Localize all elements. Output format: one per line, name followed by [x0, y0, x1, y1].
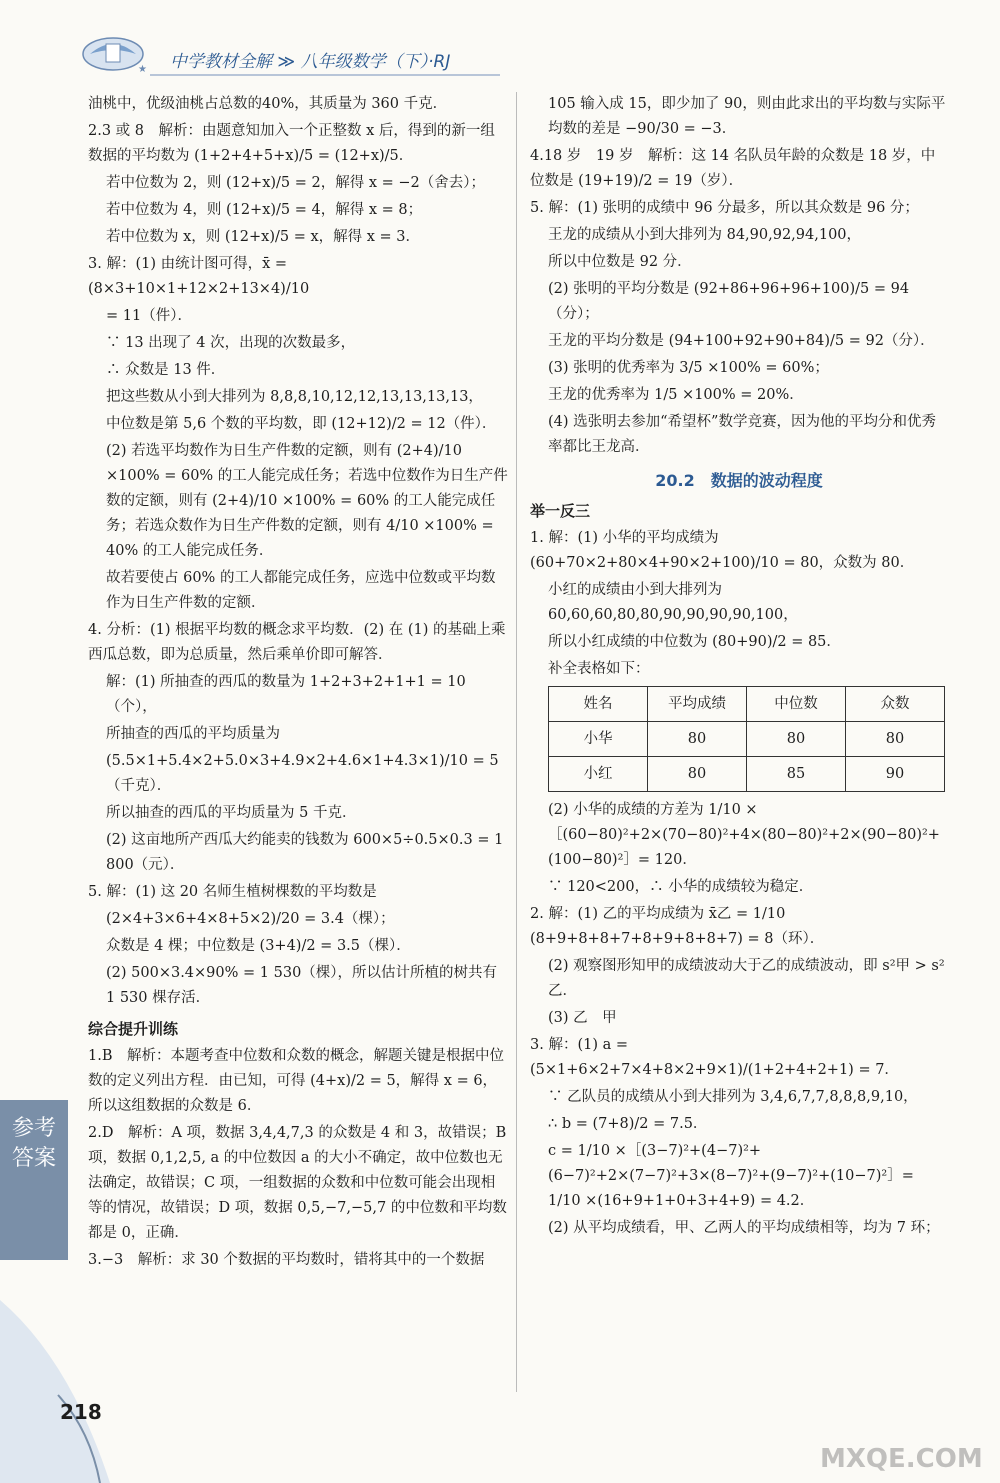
text-line: = 11（件）． — [106, 308, 192, 324]
text-line: 故若要使占 60% 的工人都能完成任务，应选中位数或平均数作为日生产件数的定额． — [106, 570, 496, 611]
text-line: 2.D 解析：A 项，数据 3,4,4,7,3 的众数是 4 和 3，故错误；B 项，数据 0,1,2,5, a 的中位数因 a 的大小不确定，故中位数也无法确定，故错误；C 项，一组数据的众数和中位数可能会出现相等的情况，故错误；D 项，数据 0,5,−7,−5,7 的中位数和平均数都是 0，正确． — [88, 1125, 507, 1241]
text-line: 若中位数为 x，则 (12+x)/5 = x，解得 x = 3． — [106, 229, 421, 245]
text-line: ∴ b = (7+8)/2 = 7.5． — [548, 1116, 708, 1132]
text-line: 3.−3 解析：求 30 个数据的平均数时，错将其中的一个数据 — [88, 1252, 485, 1268]
table-cell: 80 — [846, 722, 945, 757]
text-line: 补全表格如下： — [548, 661, 650, 677]
text-line: 1. 解：(1) 小华的平均成绩为 (60+70×2+80×4+90×2+100)/10 = 80，众数为 80． — [530, 530, 915, 571]
text-line: ∴ 众数是 13 件． — [106, 362, 226, 378]
text-line: 所抽查的西瓜的平均质量为 — [106, 726, 280, 742]
text-line: 把这些数从小到大排列为 8,8,8,10,12,12,13,13,13,13， — [106, 389, 483, 405]
table-header-row — [549, 687, 945, 722]
table-cell: 85 — [747, 757, 846, 792]
watermark — [810, 1400, 990, 1480]
column-divider — [516, 92, 517, 1392]
text-line: 3. 解：(1) a = (5×1+6×2+7×4+8×2+9×1)/(1+2+4+2+1) = 7． — [530, 1037, 899, 1078]
text-line: 3. 解：(1) 由统计图可得，x̄ = (8×3+10×1+12×2+13×4)/10 — [88, 256, 310, 297]
table-cell: 80 — [648, 757, 747, 792]
page-corner-decoration — [0, 1300, 110, 1483]
text-line: 若中位数为 4，则 (12+x)/5 = 4，解得 x = 8； — [106, 202, 423, 218]
table-cell: 小红 — [549, 757, 648, 792]
table-header-cell: 众数 — [846, 687, 945, 722]
left-column — [88, 92, 508, 1275]
text-line: c = 1/10 ×［(3−7)²+(4−7)²+(6−7)²+2×(7−7)²+3×(8−7)²+(9−7)²+(10−7)²］= 1/10 ×(16+9+1+0+3+4+9) = 4.2． — [548, 1143, 914, 1209]
text-line: 2.3 或 8 解析：由题意知加入一个正整数 x 后，得到的新一组数据的平均数为 (1+2+4+5+x)/5 = (12+x)/5． — [88, 123, 495, 164]
section-title: 20.2 数据的波动程度 — [655, 471, 823, 490]
text-line: 中位数是第 5,6 个数的平均数，即 (12+12)/2 = 12（件）． — [106, 416, 497, 432]
table-cell: 80 — [648, 722, 747, 757]
text-line: ∵ 乙队员的成绩从小到大排列为 3,4,6,7,7,8,8,8,9,10， — [548, 1089, 918, 1105]
header-title: 中学教材全解 ≫ 八年级数学（下）·RJ — [170, 52, 451, 72]
text-line: 5. 解：(1) 张明的成绩中 96 分最多，所以其众数是 96 分； — [530, 200, 919, 216]
page-number: 218 — [60, 1400, 102, 1424]
text-line: (2) 张明的平均分数是 (92+86+96+96+100)/5 = 94（分）； — [548, 281, 910, 322]
table-cell: 小华 — [549, 722, 648, 757]
text-line: (3) 张明的优秀率为 3/5 ×100% = 60%； — [548, 360, 829, 376]
subsection-title: 举一反三 — [530, 502, 591, 520]
text-line: 众数是 4 棵；中位数是 (3+4)/2 = 3.5（棵）． — [106, 938, 411, 954]
page-header — [0, 0, 1000, 80]
right-column — [530, 92, 948, 1243]
text-line: 所以小红成绩的中位数为 (80+90)/2 = 85． — [548, 634, 841, 650]
svg-text:★: ★ — [138, 64, 147, 74]
text-line: (4) 选张明去参加“希望杯”数学竞赛，因为他的平均分和优秀率都比王龙高． — [548, 414, 936, 455]
text-line: 油桃中，优级油桃占总数的40%，其质量为 360 千克． — [88, 96, 448, 112]
text-line: 小红的成绩由小到大排列为 60,60,60,80,80,90,90,90,90,100， — [548, 582, 798, 623]
sidetab-label: 参考答案 — [12, 1116, 57, 1171]
table-cell: 80 — [747, 722, 846, 757]
watermark-text: MXQE.COM — [820, 1444, 983, 1474]
text-line: (2) 500×3.4×90% = 1 530（棵），所以估计所植的树共有 1 530 棵存活． — [106, 965, 498, 1006]
text-line: ∵ 13 出现了 4 次，出现的次数最多， — [106, 335, 356, 351]
text-line: 所以抽查的西瓜的平均质量为 5 千克． — [106, 805, 357, 821]
text-line: 1.B 解析：本题考查中位数和众数的概念，解题关键是根据中位数的定义列出方程．由已知，可得 (4+x)/2 = 5，解得 x = 6，所以这组数据的众数是 6． — [88, 1048, 504, 1114]
book-logo-icon — [78, 28, 148, 74]
reference-answers-tab — [0, 1100, 68, 1260]
text-line: 105 输入成 15，即少加了 90，则由此求出的平均数与实际平均数的差是 −90/30 = −3． — [548, 96, 946, 137]
text-line: 2. 解：(1) 乙的平均成绩为 x̄乙 = 1/10 (8+9+8+8+7+8+9+8+8+7) = 8（环）． — [530, 906, 825, 947]
table-row — [549, 722, 945, 757]
text-line: (2) 观察图形知甲的成绩波动大于乙的成绩波动，即 s²甲 > s²乙． — [548, 958, 945, 999]
table-cell: 90 — [846, 757, 945, 792]
section-heading: 综合提升训练 — [88, 1020, 179, 1038]
text-line: 4. 分析：(1) 根据平均数的概念求平均数．(2) 在 (1) 的基础上乘西瓜总数，即为总质量，然后乘单价即可解答． — [88, 622, 506, 663]
text-line: 4.18 岁 19 岁 解析：这 14 名队员年龄的众数是 18 岁，中位数是 (19+19)/2 = 19（岁）． — [530, 148, 936, 189]
text-line: ∵ 120<200，∴ 小华的成绩较为稳定． — [548, 879, 814, 895]
text-line: (5.5×1+5.4×2+5.0×3+4.9×2+4.6×1+4.3×1)/10 = 5（千克）． — [106, 753, 499, 794]
text-line: 王龙的优秀率为 1/5 ×100% = 20%． — [548, 387, 804, 403]
text-line: 5. 解：(1) 这 20 名师生植树棵数的平均数是 — [88, 884, 377, 900]
text-line: 王龙的成绩从小到大排列为 84,90,92,94,100， — [548, 227, 862, 243]
text-line: 解：(1) 所抽查的西瓜的数量为 1+2+3+2+1+1 = 10（个）， — [106, 674, 466, 715]
text-line: (2×4+3×6+4×8+5×2)/20 = 3.4（棵）； — [106, 911, 395, 927]
text-line: (3) 乙 甲 — [548, 1010, 617, 1026]
score-table — [548, 686, 945, 792]
text-line: 若中位数为 2，则 (12+x)/5 = 2，解得 x = −2（舍去）； — [106, 175, 486, 191]
table-header-cell: 中位数 — [747, 687, 846, 722]
text-line: (2) 这亩地所产西瓜大约能卖的钱数为 600×5÷0.5×0.3 = 1 800（元）． — [106, 832, 504, 873]
table-header-cell: 姓名 — [549, 687, 648, 722]
header-rule — [150, 74, 500, 76]
text-line: (2) 从平均成绩看，甲、乙两人的平均成绩相等，均为 7 环； — [548, 1220, 940, 1236]
text-line: (2) 小华的成绩的方差为 1/10 ×［(60−80)²+2×(70−80)²+4×(80−80)²+2×(90−80)²+(100−80)²］= 120． — [548, 802, 940, 868]
text-line: (2) 若选平均数作为日生产件数的定额，则有 (2+4)/10 ×100% = 60% 的工人能完成任务；若选中位数作为日生产件数的定额，则有 (2+4)/10 ×100% = 60% 的工人能完成任务；若选众数作为日生产件数的定额，则有 4/10 ×100% = 40% 的工人能完成任务． — [106, 443, 508, 559]
text-line: 王龙的平均分数是 (94+100+92+90+84)/5 = 92（分）． — [548, 333, 935, 349]
text-line: 所以中位数是 92 分． — [548, 254, 692, 270]
table-row — [549, 757, 945, 792]
table-header-cell: 平均成绩 — [648, 687, 747, 722]
